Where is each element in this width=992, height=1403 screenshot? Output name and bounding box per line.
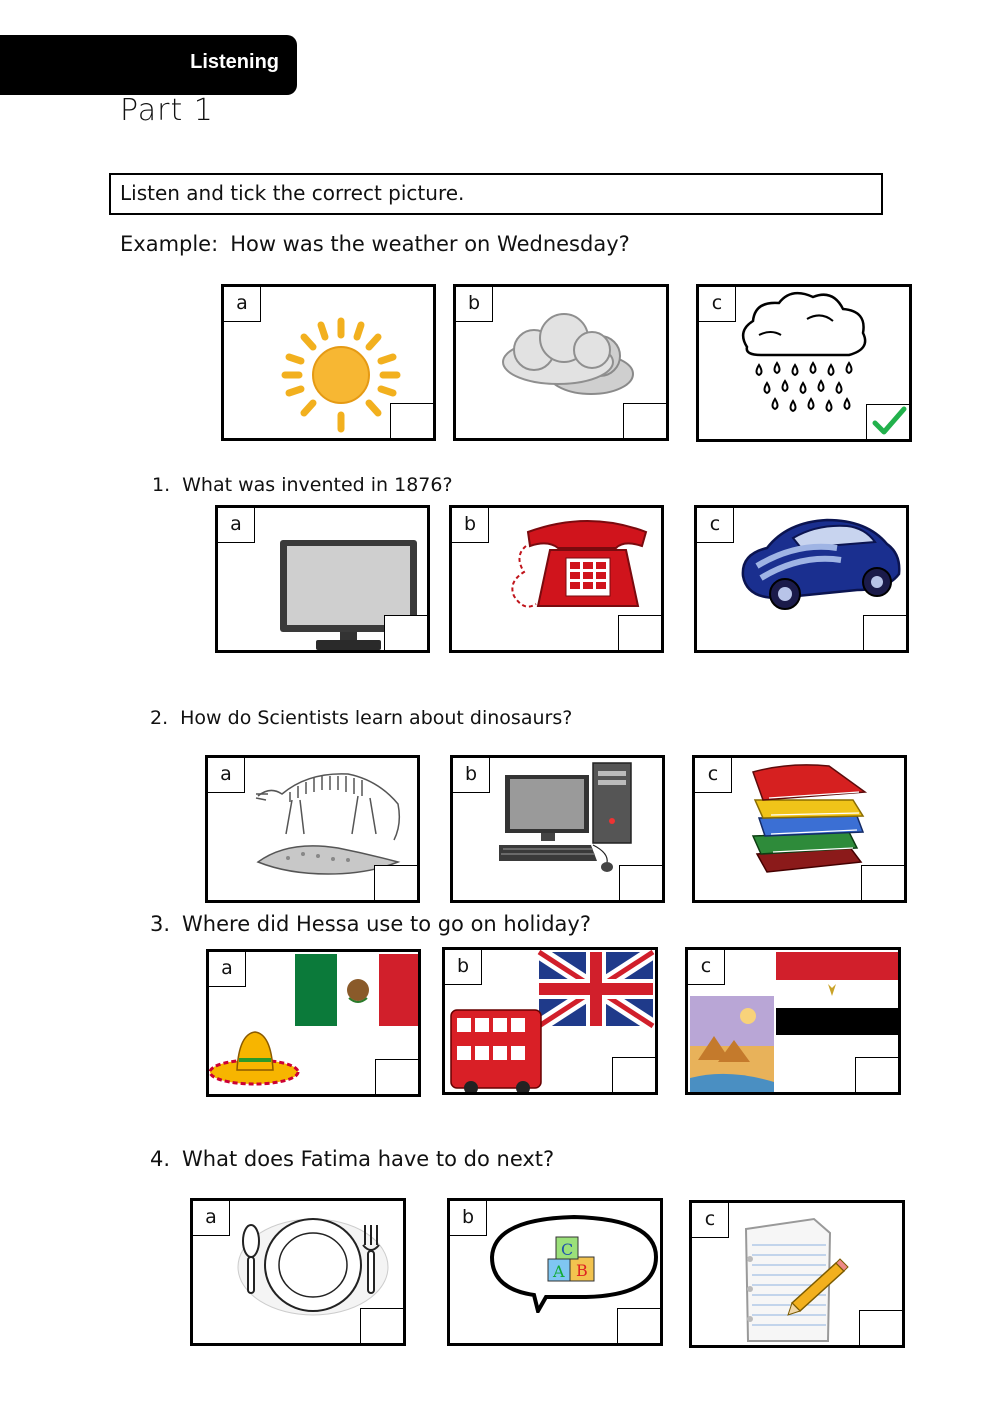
- question-1: [152, 474, 453, 496]
- answer-tick-box[interactable]: [384, 615, 427, 650]
- part-title: Part 1: [120, 93, 214, 128]
- rain-cloud-icon: [737, 289, 877, 421]
- books-icon: [749, 762, 873, 878]
- option-letter: c: [699, 287, 736, 322]
- question-number: 3.: [150, 912, 171, 936]
- question-text: What was invented in 1876?: [182, 474, 453, 496]
- answer-tick-box[interactable]: [375, 1059, 418, 1094]
- option-letter: c: [688, 950, 725, 985]
- answer-tick-box[interactable]: [619, 865, 662, 900]
- question-text: What does Fatima have to do next?: [182, 1147, 555, 1171]
- answer-tick-box[interactable]: [866, 404, 909, 439]
- section-tab-label: Listening: [190, 51, 279, 73]
- paper-pencil-icon: [740, 1215, 850, 1343]
- question-4: [150, 1147, 554, 1171]
- option-card: [694, 505, 909, 653]
- instruction-box: [109, 173, 883, 215]
- question-number: 1.: [152, 474, 171, 496]
- option-card: [696, 284, 912, 442]
- answer-tick-box[interactable]: [623, 403, 666, 438]
- option-card: [692, 755, 907, 903]
- telephone-icon: [504, 516, 652, 612]
- answer-tick-box[interactable]: [360, 1308, 403, 1343]
- option-card: [449, 505, 664, 653]
- answer-tick-box[interactable]: [861, 865, 904, 900]
- option-letter: a: [193, 1201, 230, 1236]
- option-letter: c: [697, 508, 734, 543]
- answer-tick-box[interactable]: [612, 1057, 655, 1092]
- answer-tick-box[interactable]: [618, 615, 661, 650]
- option-card: [442, 947, 658, 1095]
- question-text: Where did Hessa use to go on holiday?: [182, 912, 592, 936]
- svg-text:B: B: [576, 1261, 588, 1280]
- example-question: [120, 232, 630, 256]
- option-letter: a: [224, 287, 261, 322]
- option-card: [190, 1198, 406, 1346]
- instruction-text: Listen and tick the correct picture.: [120, 181, 465, 205]
- option-card: [206, 949, 421, 1097]
- section-tab: [0, 35, 297, 95]
- option-letter: a: [208, 758, 245, 793]
- option-card: [689, 1200, 905, 1348]
- option-letter: b: [452, 508, 489, 543]
- option-letter: a: [209, 952, 246, 987]
- option-letter: b: [450, 1201, 487, 1236]
- option-card: [450, 755, 665, 903]
- clouds-icon: [496, 312, 641, 402]
- option-letter: b: [453, 758, 490, 793]
- answer-tick-box[interactable]: [863, 615, 906, 650]
- question-text: How do Scientists learn about dinosaurs?: [180, 707, 573, 729]
- svg-text:C: C: [561, 1240, 574, 1259]
- option-card: [205, 755, 420, 903]
- option-letter: b: [445, 950, 482, 985]
- checkmark-icon: [871, 405, 907, 437]
- question-number: 4.: [150, 1147, 171, 1171]
- question-3: [150, 912, 591, 936]
- example-label: Example:: [120, 232, 219, 256]
- question-number: 2.: [150, 707, 169, 729]
- option-card: [215, 505, 430, 653]
- option-letter: a: [218, 508, 255, 543]
- question-2: [150, 707, 572, 729]
- answer-tick-box[interactable]: [390, 403, 433, 438]
- answer-tick-box[interactable]: [374, 865, 417, 900]
- speech-bubble-blocks-icon: [490, 1213, 660, 1313]
- answer-tick-box[interactable]: [617, 1308, 660, 1343]
- sun-icon: [279, 315, 404, 435]
- option-letter: c: [695, 758, 732, 793]
- example-question-text: How was the weather on Wednesday?: [230, 232, 630, 256]
- plate-cutlery-icon: [233, 1207, 393, 1319]
- option-letter: c: [692, 1203, 729, 1238]
- option-card: [685, 947, 901, 1095]
- option-card: [221, 284, 436, 441]
- car-icon: [737, 514, 902, 614]
- answer-tick-box[interactable]: [859, 1310, 902, 1345]
- computer-icon: [499, 761, 635, 873]
- answer-tick-box[interactable]: [855, 1057, 898, 1092]
- option-card: [447, 1198, 663, 1346]
- svg-text:A: A: [553, 1262, 565, 1281]
- option-letter: b: [456, 287, 493, 322]
- option-card: [453, 284, 669, 441]
